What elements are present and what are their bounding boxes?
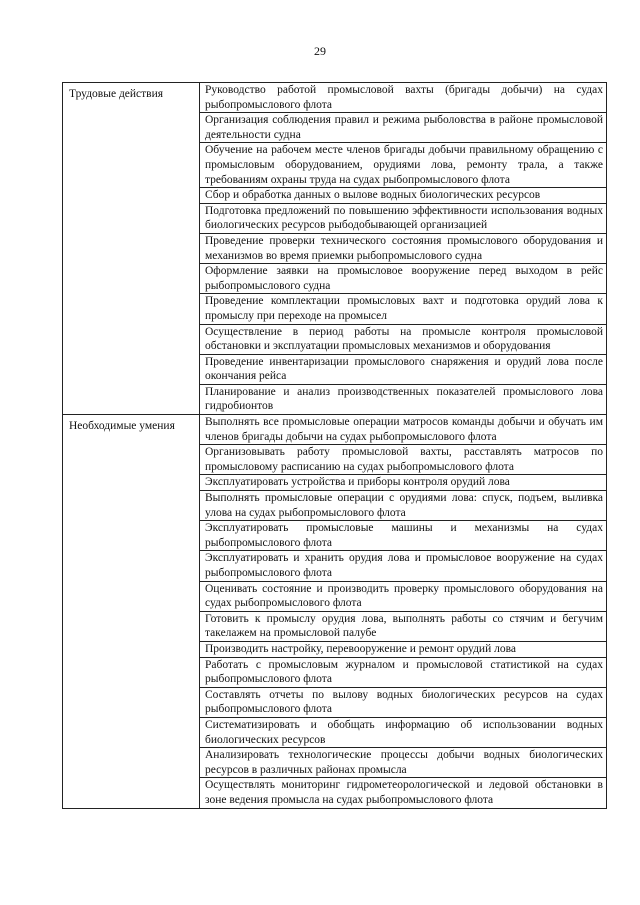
section-row-required-skills [63,415,607,808]
table-cell-item: Эксплуатировать и хранить орудия лова и промысловое вооружение на судах рыбопромыслового флота [200,551,606,581]
table-cell-item: Сбор и обработка данных о вылове водных биологических ресурсов [200,188,606,204]
table-cell-item: Анализировать технологические процессы добычи водных биологических ресурсов в различных районах промысла [200,748,606,778]
table-cell-item: Выполнять промысловые операции с орудиями лова: спуск, подъем, выливка улова на судах рыбопромыслового флота [200,491,606,521]
table-cell-item: Составлять отчеты по вылову водных биологических ресурсов на судах рыбопромыслового флота [200,688,606,718]
section-items [200,83,606,414]
table-cell-item: Эксплуатировать промысловые машины и механизмы на судах рыбопромыслового флота [200,521,606,551]
table-cell-item: Осуществление в период работы на промысле контроля промысловой обстановки и эксплуатации промысловых механизмов и оборудования [200,325,606,355]
table-cell-item: Готовить к промыслу орудия лова, выполнять работы со стячим и бегучим такелажем на промысловой палубе [200,612,606,642]
section-items-cell [200,415,607,808]
table-cell-item: Организовывать работу промысловой вахты, расставлять матросов по промысловому расписанию на судах рыбопромыслового флота [200,445,606,475]
table-cell-item: Проведение проверки технического состояния промыслового оборудования и механизмов во время приемки рыбопромыслового судна [200,234,606,264]
table-cell-item: Производить настройку, перевооружение и ремонт орудий лова [200,642,606,658]
section-label-cell [63,415,200,808]
table-cell-item: Проведение комплектации промысловых вахт и подготовка орудий лова к промыслу при переходе на промысел [200,294,606,324]
table-cell-item: Подготовка предложений по повышению эффективности использования водных биологических ресурсов рыбодобывающей организацией [200,204,606,234]
table-cell-item: Планирование и анализ производственных показателей промыслового лова гидробионтов [205,385,603,413]
competency-table [62,82,607,809]
section-label-cell [63,83,200,415]
table-cell-item: Организация соблюдения правил и режима рыболовства в районе промысловой деятельности судна [200,113,606,143]
table-cell-item: Обучение на рабочем месте членов бригады добычи правильному обращению с промысловым оборудованием, орудиями лова, ремонту трала, а также требованиям охраны труда на судах рыбопромыслового флота [200,143,606,188]
section-items-cell [200,83,607,415]
table-cell-item: Выполнять все промысловые операции матросов команды добычи и обучать им членов бригады добычи на судах рыбопромыслового флота [200,415,606,445]
page-number: 29 [314,44,326,58]
table-cell-item: Оценивать состояние и производить проверку промыслового оборудования на судах рыбопромыслового флота [200,582,606,612]
table-cell-item: Осуществлять мониторинг гидрометеорологической и ледовой обстановки в зоне ведения промысла на судах рыбопромыслового флота [205,779,603,806]
table-cell-item: Руководство работой промысловой вахты (бригады добычи) на судах рыбопромыслового флота [200,83,606,113]
section-label: Трудовые действия [69,88,164,100]
table-cell-item: Проведение инвентаризации промыслового снаряжения и орудий лова после окончания рейса [200,355,606,385]
section-label: Необходимые умения [69,420,175,433]
table-cell-item: Оформление заявки на промысловое вооружение перед выходом в рейс рыбопромыслового судна [200,264,606,294]
table-cell-item: Систематизировать и обобщать информацию об использовании водных биологических ресурсов [200,718,606,748]
section-items [200,415,606,807]
table-cell-item: Работать с промысловым журналом и промысловой статистикой на судах рыбопромыслового флота [200,658,606,688]
table-cell-item: Эксплуатировать устройства и приборы контроля орудий лова [200,475,606,491]
section-row-labor-actions [63,83,607,415]
